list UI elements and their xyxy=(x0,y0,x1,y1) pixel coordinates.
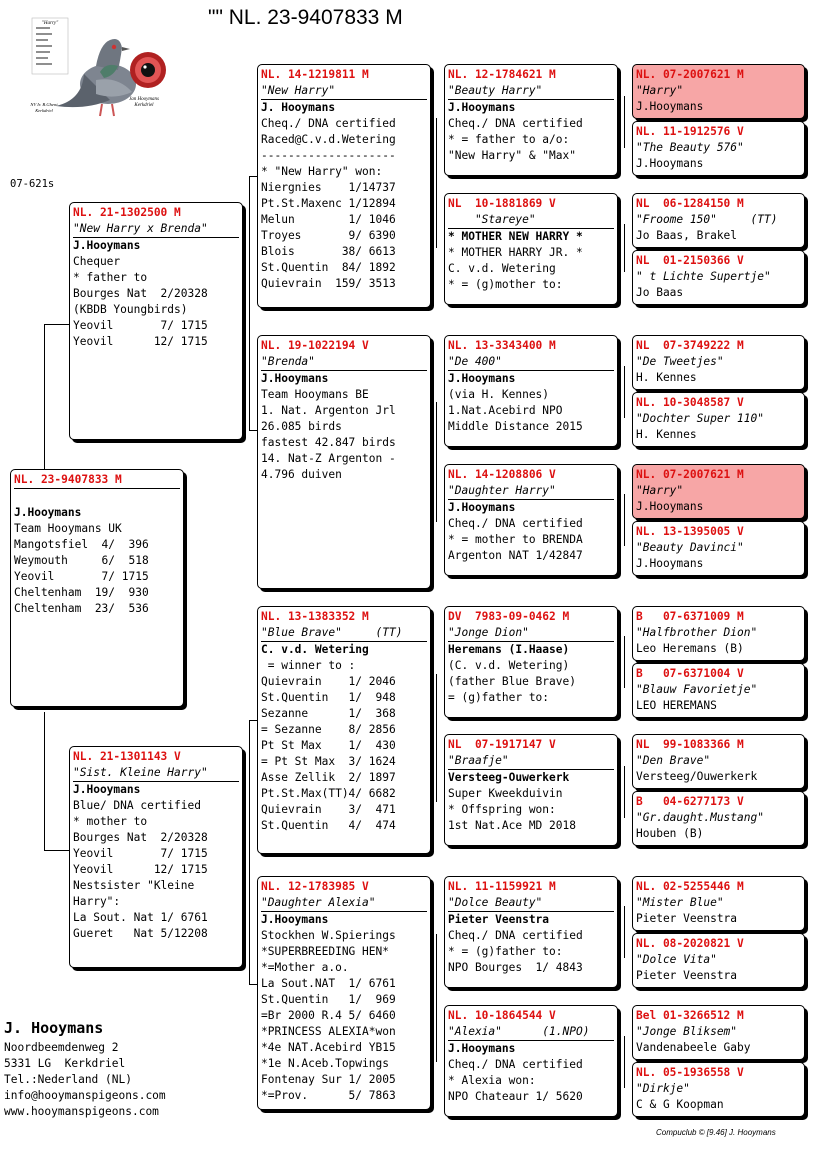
pigeon-name: "Mister Blue" xyxy=(636,896,724,909)
ring-number: NL. 19-1022194 V xyxy=(261,339,369,352)
pedigree-box-g15 xyxy=(632,1005,805,1060)
connector-line xyxy=(44,850,70,851)
info-line: St.Quentin 4/ 474 xyxy=(261,819,396,832)
info-line: St.Quentin 1/ 969 xyxy=(261,993,396,1006)
ring-number: NL 07-3749222 M xyxy=(636,339,744,352)
owner-name: Jo Baas, Brakel xyxy=(636,229,738,242)
pedigree-box-g13 xyxy=(632,876,805,931)
pedigree-box-mf xyxy=(257,606,431,854)
owner-name: Leo Heremans (B) xyxy=(636,642,744,655)
info-line: La Sout. Nat 1/ 6761 xyxy=(73,911,208,924)
spacer xyxy=(14,489,180,505)
owner-name: Houben (B) xyxy=(636,827,704,840)
info-line: Troyes 9/ 6390 xyxy=(261,229,396,242)
info-line: Middle Distance 2015 xyxy=(448,420,583,433)
owner-name: Versteeg/Ouwerkerk xyxy=(636,770,758,783)
connector-line xyxy=(624,96,625,148)
pigeon-name: "De 400" xyxy=(448,354,614,371)
breeder-address-line: 5331 LG Kerkdriel xyxy=(4,1057,126,1070)
info-line: Quievrain 1/ 2046 xyxy=(261,675,396,688)
ring-number: NL. 10-3048587 V xyxy=(636,396,744,409)
pigeon-name: "Daughter Alexia" xyxy=(261,895,427,912)
info-line: Weymouth 6/ 518 xyxy=(14,554,149,567)
pedigree-box-fmf xyxy=(444,335,618,447)
info-line: NPO Bourges 1/ 4843 xyxy=(448,961,583,974)
info-line: = (g)father to: xyxy=(448,691,550,704)
pedigree-box-g11 xyxy=(632,734,805,789)
ring-number: NL. 08-2020821 V xyxy=(636,937,744,950)
ring-number: NL 07-1917147 V xyxy=(448,738,556,751)
pigeon-name: "Beauty Davinci" xyxy=(636,541,744,554)
owner-name: Pieter Veenstra xyxy=(636,912,738,925)
info-line: Argenton NAT 1/42847 xyxy=(448,549,583,562)
info-line: Pt.St.Max(TT)4/ 6682 xyxy=(261,787,396,800)
owner-name: J.Hooymans xyxy=(261,372,329,385)
owner-name: J.Hooymans xyxy=(636,100,704,113)
info-line: Cheltenham 23/ 536 xyxy=(14,602,149,615)
info-line: Super Kweekduivin xyxy=(448,787,563,800)
breeder-phone: Tel.:Nederland (NL) xyxy=(4,1073,132,1086)
pigeon-name: "Den Brave" xyxy=(636,754,711,767)
pedigree-box-fm xyxy=(257,335,431,589)
connector-line xyxy=(624,494,625,546)
ring-number: NL. 21-1302500 M xyxy=(73,206,181,219)
info-line: St.Quentin 84/ 1892 xyxy=(261,261,396,274)
connector-line xyxy=(44,324,70,325)
pedigree-box-m xyxy=(69,746,243,968)
pedigree-box-g8 xyxy=(632,521,805,576)
pedigree-box-mfm xyxy=(444,734,618,846)
pedigree-box-ffm xyxy=(444,193,618,305)
info-line: Mangotsfiel 4/ 396 xyxy=(14,538,149,551)
pigeon-name: "Brenda" xyxy=(261,354,427,371)
connector-line xyxy=(624,906,625,958)
pedigree-box-fff xyxy=(444,64,618,176)
pedigree-box-g12 xyxy=(632,791,805,846)
info-line: Yeovil 7/ 1715 xyxy=(14,570,149,583)
pigeon-name: "Jonge Bliksem" xyxy=(636,1025,738,1038)
ring-number: NL. 23-9407833 M xyxy=(14,472,180,489)
owner-name: Pieter Veenstra xyxy=(636,969,738,982)
pedigree-box-f xyxy=(69,202,243,440)
info-line: Stockhen W.Spierings xyxy=(261,929,396,942)
info-line: Yeovil 12/ 1715 xyxy=(73,863,208,876)
ring-number: NL. 11-1159921 M xyxy=(448,880,556,893)
pigeon-name: "De Tweetjes" xyxy=(636,355,724,368)
info-line: * father to xyxy=(73,271,148,284)
pigeon-name: "Blue Brave" (TT) xyxy=(261,625,427,642)
pedigree-box-mmf xyxy=(444,876,618,988)
info-line: = Pt St Max 3/ 1624 xyxy=(261,755,396,768)
pigeon-name: "Dirkje" xyxy=(636,1082,690,1095)
owner-name: H. Kennes xyxy=(636,428,697,441)
pigeon-name: "Froome 150" (TT) xyxy=(636,213,778,226)
info-line: * Alexia won: xyxy=(448,1074,536,1087)
owner-name: Versteeg-Ouwerkerk xyxy=(448,771,570,784)
info-line: * mother to xyxy=(73,815,148,828)
owner-name: H. Kennes xyxy=(636,371,697,384)
owner-name: J.Hooymans xyxy=(73,239,141,252)
svg-text:Kerkdriel: Kerkdriel xyxy=(134,103,154,108)
ring-number: B 04-6277173 V xyxy=(636,795,744,808)
info-line: =Br 2000 R.4 5/ 6460 xyxy=(261,1009,396,1022)
connector-line xyxy=(44,324,45,470)
info-line: Nestsister "Kleine xyxy=(73,879,195,892)
ring-number: NL. 12-1783985 V xyxy=(261,880,369,893)
ring-number: NL. 14-1219811 M xyxy=(261,68,369,81)
owner-name: C. v.d. Wetering xyxy=(261,643,369,656)
ring-number: NL. 12-1784621 M xyxy=(448,68,556,81)
info-line: St.Quentin 1/ 948 xyxy=(261,691,396,704)
info-line: Yeovil 7/ 1715 xyxy=(73,847,208,860)
pedigree-box-mmm xyxy=(444,1005,618,1117)
owner-name: Vandenabeele Gaby xyxy=(636,1041,751,1054)
ring-number: NL. 02-5255446 M xyxy=(636,880,744,893)
connector-line xyxy=(436,674,437,802)
owner-name: J.Hooymans xyxy=(448,1042,516,1055)
owner-name: J.Hooymans xyxy=(448,501,516,514)
pedigree-box-mff xyxy=(444,606,618,718)
info-line: Melun 1/ 1046 xyxy=(261,213,396,226)
info-line: Bourges Nat 2/20328 xyxy=(73,831,208,844)
info-line: Bourges Nat 2/20328 xyxy=(73,287,208,300)
info-line: La Sout.NAT 1/ 6761 xyxy=(261,977,396,990)
pedigree-box-g6 xyxy=(632,392,805,447)
info-line: * = mother to BRENDA xyxy=(448,533,583,546)
info-line: NPO Chateaur 1/ 5620 xyxy=(448,1090,583,1103)
pigeon-name: "Harry" xyxy=(636,84,684,97)
info-line: 1.Nat.Acebird NPO xyxy=(448,404,563,417)
info-line: Quievrain 3/ 471 xyxy=(261,803,396,816)
pedigree-box-g2 xyxy=(632,121,805,176)
pigeon-name: "Daughter Harry" xyxy=(448,483,614,500)
connector-line xyxy=(624,1036,625,1088)
info-line: Niergnies 1/14737 xyxy=(261,181,396,194)
ring-number: NL 10-1881869 V xyxy=(448,197,556,210)
connector-line xyxy=(44,712,45,850)
info-line: *SUPERBREEDING HEN* xyxy=(261,945,389,958)
info-line: Team Hooymans UK xyxy=(14,522,122,535)
pedigree-box-g14 xyxy=(632,933,805,988)
info-line: 14. Nat-Z Argenton - xyxy=(261,452,396,465)
connector-line xyxy=(436,934,437,1062)
owner-name: Pieter Veenstra xyxy=(448,913,550,926)
connector-line xyxy=(624,636,625,688)
info-line: Cheq./ DNA certified xyxy=(448,929,583,942)
pigeon-name: "The Beauty 576" xyxy=(636,141,744,154)
ring-number: NL. 13-3343400 M xyxy=(448,339,556,352)
ring-number: NL. 05-1936558 V xyxy=(636,1066,744,1079)
info-line: -------------------- xyxy=(261,149,396,162)
ring-number: NL. 13-1395005 V xyxy=(636,525,744,538)
ring-number: NL. 07-2007621 M xyxy=(636,68,744,81)
pigeon-name: "Gr.daught.Mustang" xyxy=(636,811,764,824)
pedigree-box-g9 xyxy=(632,606,805,661)
info-line: 4.796 duiven xyxy=(261,468,342,481)
owner-name: J. Hooymans xyxy=(261,101,336,114)
info-line: Asse Zellik 2/ 1897 xyxy=(261,771,396,784)
ring-number: Bel 01-3266512 M xyxy=(636,1009,744,1022)
svg-text:NV Ir. B.Ghent: NV Ir. B.Ghent xyxy=(30,102,58,107)
info-line: Sezanne 1/ 368 xyxy=(261,707,396,720)
pigeon-name: "Sist. Kleine Harry" xyxy=(73,765,239,782)
info-line: Cheq./ DNA certified xyxy=(261,117,396,130)
info-line: Pt St Max 1/ 430 xyxy=(261,739,396,752)
pedigree-box-fmm xyxy=(444,464,618,576)
svg-text:Kerkdriel: Kerkdriel xyxy=(35,108,53,113)
connector-line xyxy=(624,766,625,818)
pigeon-name: "Dolce Vita" xyxy=(636,953,717,966)
info-line: Harry": xyxy=(73,895,121,908)
pigeon-name: "Dochter Super 110" xyxy=(636,412,764,425)
info-line: Fontenay Sur 1/ 2005 xyxy=(261,1073,396,1086)
connector-line xyxy=(624,224,625,272)
connector-line xyxy=(249,176,250,430)
connector-line xyxy=(249,720,257,721)
owner-name: Jo Baas xyxy=(636,286,684,299)
info-line: Pt.St.Maxenc 1/12894 xyxy=(261,197,396,210)
info-line: *=Prov. 5/ 7863 xyxy=(261,1089,396,1102)
pedigree-title: "" NL. 23-9407833 M xyxy=(208,6,403,29)
logo-pigeon-image xyxy=(22,14,172,126)
owner-name: LEO HEREMANS xyxy=(636,699,717,712)
pigeon-name: "New Harry" xyxy=(261,83,427,100)
pigeon-name: "Dolce Beauty" xyxy=(448,895,614,912)
svg-text:Jan Hooymans: Jan Hooymans xyxy=(129,97,159,102)
owner-name: J.Hooymans xyxy=(636,157,704,170)
info-line: *1e N.Aceb.Topwings xyxy=(261,1057,389,1070)
pedigree-box-g7 xyxy=(632,464,805,519)
owner-name: * MOTHER NEW HARRY * xyxy=(448,230,583,243)
ring-number: NL. 07-2007621 M xyxy=(636,468,744,481)
owner-name: J.Hooymans xyxy=(73,783,141,796)
connector-line xyxy=(436,402,437,522)
info-line: *=Mother a.o. xyxy=(261,961,349,974)
footer-credit: Compuclub © [9.46] J. Hooymans xyxy=(656,1128,776,1137)
info-line: * = (g)mother to: xyxy=(448,278,563,291)
ring-number: DV 7983-09-0462 M xyxy=(448,610,570,623)
ring-number: B 07-6371004 V xyxy=(636,667,744,680)
owner-name: J.Hooymans xyxy=(448,101,516,114)
info-line: Chequer xyxy=(73,255,121,268)
ring-number: NL. 10-1864544 V xyxy=(448,1009,556,1022)
info-line: 1st Nat.Ace MD 2018 xyxy=(448,819,576,832)
pigeon-name: "Jonge Dion" xyxy=(448,625,614,642)
info-line: Cheq./ DNA certified xyxy=(448,1058,583,1071)
info-line: Quievrain 159/ 3513 xyxy=(261,277,396,290)
info-line: * = father to a/o: xyxy=(448,133,570,146)
info-line: * = (g)father to: xyxy=(448,945,563,958)
ring-number: NL. 11-1912576 V xyxy=(636,125,744,138)
svg-text:"Harry": "Harry" xyxy=(41,21,59,26)
info-line: Cheq./ DNA certified xyxy=(448,117,583,130)
info-line: Yeovil 7/ 1715 xyxy=(73,319,208,332)
pigeon-name: "Harry" xyxy=(636,484,684,497)
info-line: (KBDB Youngbirds) xyxy=(73,303,188,316)
info-line: = Sezanne 8/ 2856 xyxy=(261,723,396,736)
owner-name: Heremans (I.Haase) xyxy=(448,643,570,656)
info-line: (via H. Kennes) xyxy=(448,388,550,401)
ring-number: B 07-6371009 M xyxy=(636,610,744,623)
info-line: *4e NAT.Acebird YB15 xyxy=(261,1041,396,1054)
info-line: (C. v.d. Wetering) xyxy=(448,659,570,672)
info-line: C. v.d. Wetering xyxy=(448,262,556,275)
pigeon-name: "Beauty Harry" xyxy=(448,83,614,100)
info-line: * MOTHER HARRY JR. * xyxy=(448,246,583,259)
ring-number: NL. 14-1208806 V xyxy=(448,468,556,481)
breeder-name: J. Hooymans xyxy=(4,1019,104,1037)
info-line: Raced@C.v.d.Wetering xyxy=(261,133,396,146)
connector-line xyxy=(249,720,250,984)
breeder-info xyxy=(4,1016,166,1120)
info-line: (father Blue Brave) xyxy=(448,675,576,688)
owner-name: J.Hooymans xyxy=(636,500,704,513)
pedigree-box-g3 xyxy=(632,193,805,248)
ring-number: NL 01-2150366 V xyxy=(636,254,744,267)
breeder-website[interactable]: www.hooymanspigeons.com xyxy=(4,1105,159,1118)
connector-line xyxy=(249,176,257,177)
pigeon-name: "Stareye" xyxy=(448,212,614,229)
info-line: Gueret Nat 5/12208 xyxy=(73,927,208,940)
info-line: = winner to : xyxy=(261,659,356,672)
info-line: Team Hooymans BE xyxy=(261,388,369,401)
connector-line xyxy=(249,984,257,985)
connector-line xyxy=(624,366,625,418)
owner-name: J.Hooymans xyxy=(14,506,82,519)
connector-line xyxy=(249,430,257,431)
info-line: *PRINCESS ALEXIA*won xyxy=(261,1025,396,1038)
connector-line xyxy=(436,118,437,248)
info-line: Cheq./ DNA certified xyxy=(448,517,583,530)
pigeon-name: "Braafje" xyxy=(448,753,614,770)
pigeon-name: "Alexia" (1.NPO) xyxy=(448,1024,614,1041)
info-line: * "New Harry" won: xyxy=(261,165,383,178)
ring-number: NL. 13-1383352 M xyxy=(261,610,369,623)
info-line: Blue/ DNA certified xyxy=(73,799,201,812)
pedigree-box-g10 xyxy=(632,663,805,718)
info-line: fastest 42.847 birds xyxy=(261,436,396,449)
info-line: 26.085 birds xyxy=(261,420,342,433)
info-line: Blois 38/ 6613 xyxy=(261,245,396,258)
owner-name: J.Hooymans xyxy=(261,913,329,926)
pigeon-name: " t Lichte Supertje" xyxy=(636,270,771,283)
breeder-email[interactable]: info@hooymanspigeons.com xyxy=(4,1089,166,1102)
pedigree-box-ff xyxy=(257,64,431,308)
pedigree-box-g16 xyxy=(632,1062,805,1117)
pigeon-name: "New Harry x Brenda" xyxy=(73,221,239,238)
pigeon-name: "Blauw Favorietje" xyxy=(636,683,758,696)
owner-name: C & G Koopman xyxy=(636,1098,724,1111)
pigeon-name: "Halfbrother Dion" xyxy=(636,626,758,639)
info-line: Cheltenham 19/ 930 xyxy=(14,586,149,599)
ring-number: NL 06-1284150 M xyxy=(636,197,744,210)
pedigree-box-g4 xyxy=(632,250,805,305)
pedigree-box-g1 xyxy=(632,64,805,119)
pedigree-code: 07-621s xyxy=(10,178,55,190)
pedigree-box-main xyxy=(10,469,184,707)
info-line: 1. Nat. Argenton Jrl xyxy=(261,404,396,417)
pedigree-box-mm xyxy=(257,876,431,1110)
owner-name: J.Hooymans xyxy=(636,557,704,570)
info-line: "New Harry" & "Max" xyxy=(448,149,576,162)
owner-name: J.Hooymans xyxy=(448,372,516,385)
ring-number: NL 99-1083366 M xyxy=(636,738,744,751)
breeder-address-line: Noordbeemdenweg 2 xyxy=(4,1041,119,1054)
pedigree-box-g5 xyxy=(632,335,805,390)
info-line: * Offspring won: xyxy=(448,803,556,816)
info-line: Yeovil 12/ 1715 xyxy=(73,335,208,348)
ring-number: NL. 21-1301143 V xyxy=(73,750,181,763)
